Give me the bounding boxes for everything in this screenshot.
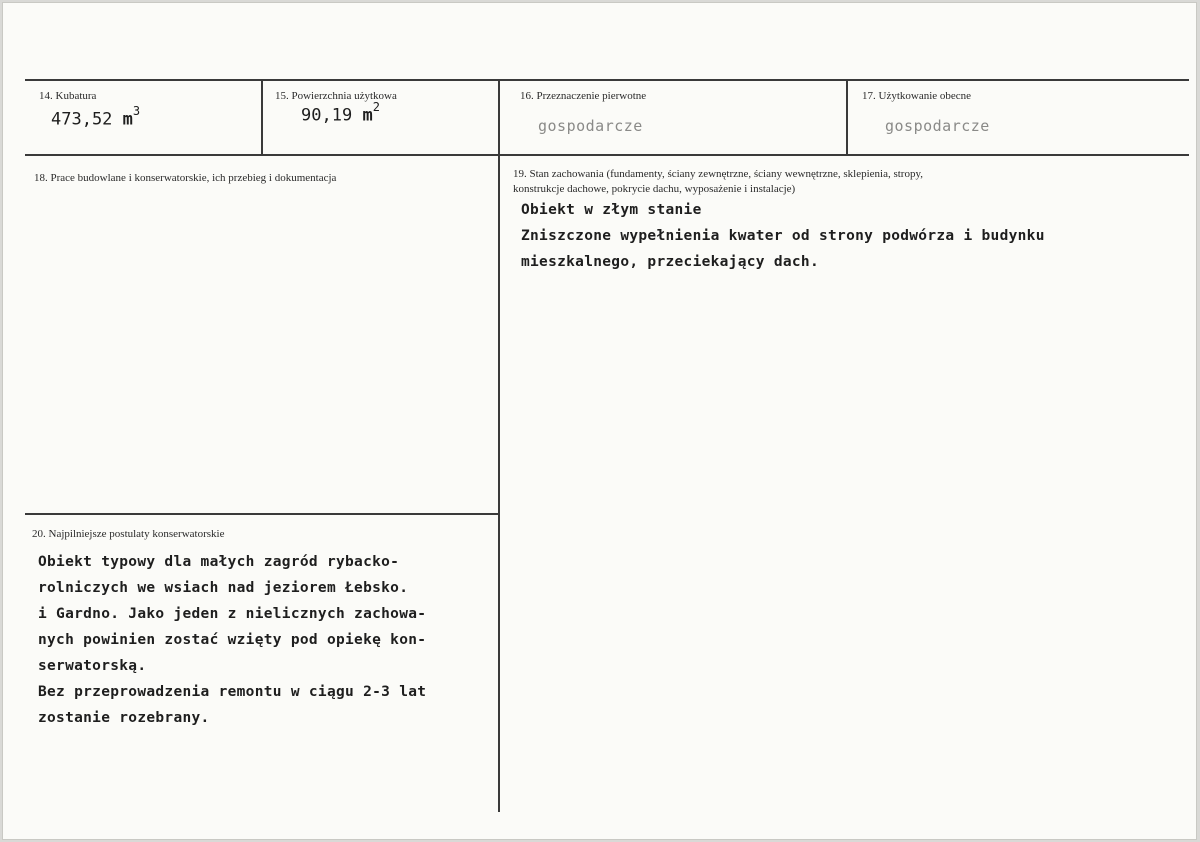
area-unit-exponent: 2 [372,100,380,114]
field-19-label-line-2: konstrukcje dachowe, pokrycie dachu, wyposażenie i instalacje) [513,183,796,195]
col-divider-16-17 [846,79,848,155]
field-19-text [521,197,1045,275]
field-20-label: 20. Najpilniejsze postulaty konserwatorskie [32,528,225,540]
postulate-line-6: Bez przeprowadzenia remontu w ciągu 2-3 lat [38,684,427,700]
area-unit: m [362,105,373,126]
field-16-label: 16. Przeznaczenie pierwotne [520,90,647,102]
area-value: 90,19 [301,105,353,126]
condition-line-3: mieszkalnego, przeciekający dach. [521,254,819,270]
col-divider-14-15 [261,79,263,155]
field-17-label: 17. Użytkowanie obecne [862,90,972,102]
field-17-value: gospodarcze [885,117,990,135]
condition-line-1: Obiekt w złym stanie [521,202,702,218]
condition-line-2: Zniszczone wypełnienia kwater od strony podwórza i budynku [521,228,1045,244]
field-14-value [51,104,141,130]
kubatura-value: 473,52 [51,109,113,130]
record-card [2,2,1197,840]
col-divider-main [498,79,500,812]
field-16-value: gospodarcze [538,117,643,135]
field-14-label: 14. Kubatura [39,90,97,102]
row-divider [25,154,1189,156]
field-20-text [38,549,426,731]
postulate-line-2: rolniczych we wsiach nad jeziorem Łebsko. [38,580,409,596]
top-rule [25,79,1189,81]
divider-18-20 [25,513,500,515]
field-18-label: 18. Prace budowlane i konserwatorskie, ich przebieg i dokumentacja [34,172,337,184]
kubatura-unit-exponent: 3 [132,104,141,118]
field-15-label: 15. Powierzchnia użytkowa [275,90,397,102]
postulate-line-4: nych powinien zostać wzięty pod opiekę kon- [38,632,427,648]
field-19-label-line-1: 19. Stan zachowania (fundamenty, ściany zewnętrzne, ściany wewnętrzne, sklepienia, stropy, [513,168,924,180]
postulate-line-3: i Gardno. Jako jeden z nielicznych zachowa- [38,606,427,622]
field-15-value [301,100,380,126]
kubatura-unit: m [122,109,133,130]
postulate-line-5: serwatorską. [38,658,147,674]
postulate-line-7: zostanie rozebrany. [38,710,210,726]
postulate-line-1: Obiekt typowy dla małych zagród rybacko- [38,554,400,570]
